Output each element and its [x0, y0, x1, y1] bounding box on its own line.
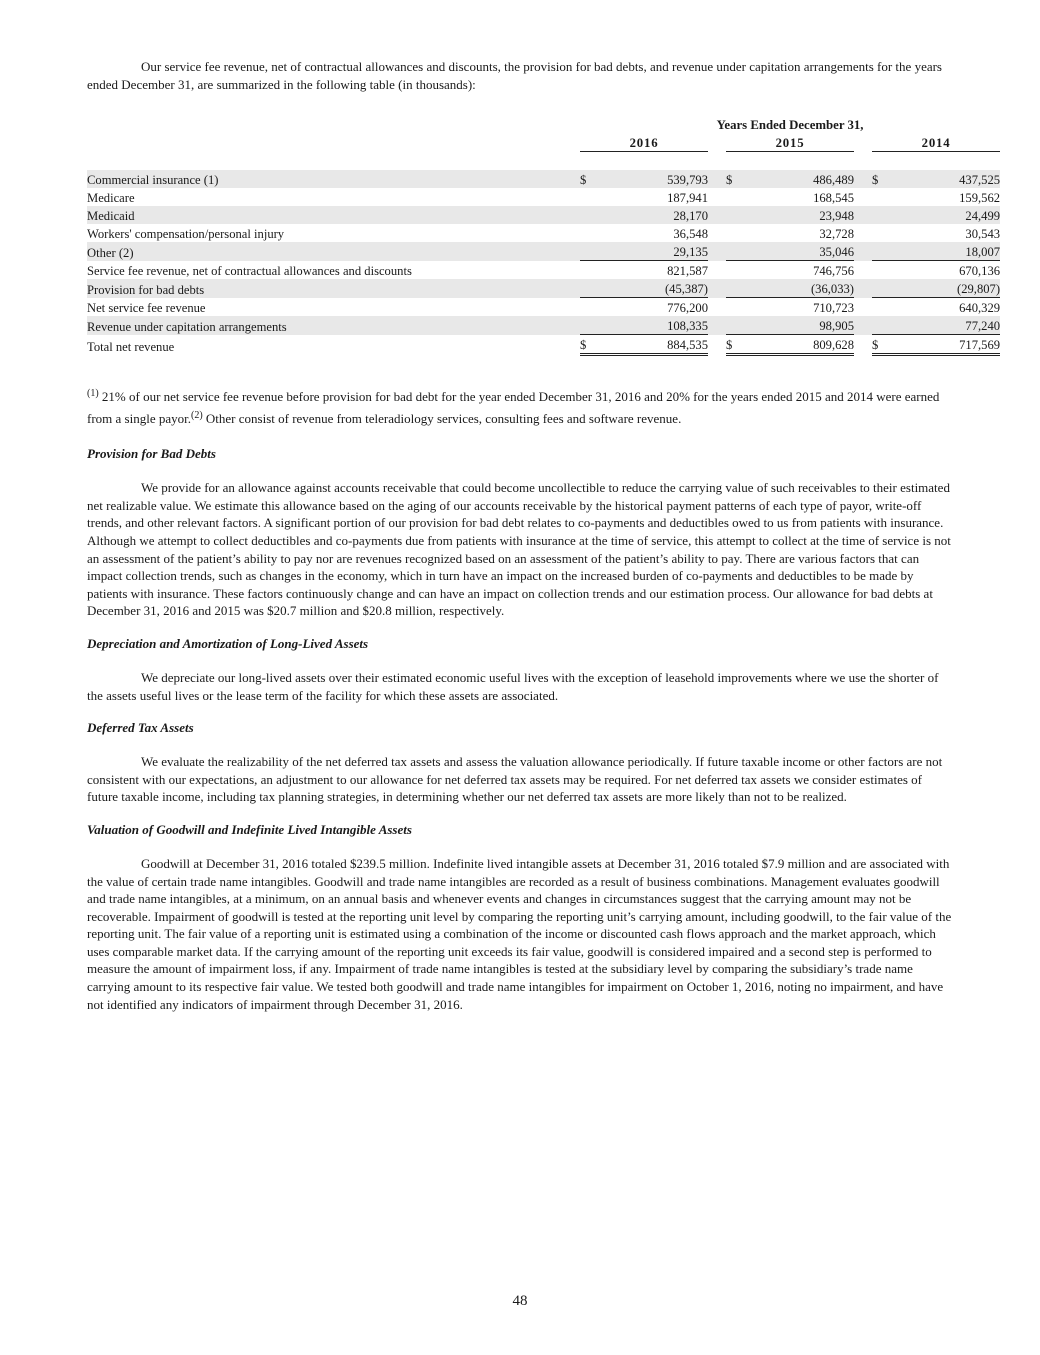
paragraph-deferred-tax: We evaluate the realizability of the net deferred tax assets and assess the valuation allowance periodically. If future taxable income or other factors are not consistent with our expectations, an adjustment to our allowance for net deferred tax assets may be required. For net deferred tax assets we consider estimates of future taxable income, including tax planning strategies, in determining whether our net deferred tax assets are more likely than not to be realized.	[87, 754, 943, 805]
table-row	[87, 279, 1000, 298]
currency-symbol	[726, 298, 738, 317]
value-cell-2014: 159,562	[959, 191, 1001, 206]
currency-symbol	[726, 261, 738, 280]
heading-depreciation: Depreciation and Amortization of Long-Lived Assets	[87, 635, 369, 651]
paragraph-depreciation: We depreciate our long-lived assets over their estimated economic useful lives with the exception of leasehold improvements where we use the shorter of the assets useful lives or the lease term of the facility for which these assets are associated.	[87, 669, 939, 703]
footnote-2-text: Other consist of revenue from teleradiology services, consulting fees and software revenue.	[202, 411, 682, 427]
year-header-2015: 2015	[726, 133, 854, 152]
value-cell-2014: 437,525	[884, 170, 1000, 188]
value-cell-2014: 670,136	[959, 264, 1001, 279]
row-label: Commercial insurance (1)	[87, 170, 580, 188]
column-gap	[708, 206, 726, 224]
value-cell-2014: 717,569	[884, 335, 1000, 355]
table-row	[87, 316, 1000, 335]
value-cell-2015: 23,948	[738, 206, 854, 224]
value-cell-2015: 168,545	[813, 191, 854, 206]
paragraph-provision-bad-debts: We provide for an allowance against accounts receivable that could become uncollectible to reduce the carrying value of such receivables to their estimated net realizable value. We estimate this allowance based on the aging of our accounts receivable by the historical payment patterns of each type of payor, write-off trends, and other relevant factors. A significant portion of our provision for bad debt relates to co-payments and deductibles owed to us from patients with insurance. Although we attempt to collect deductibles and co-payments due from patients with insurance at the time of service, this attempt to collect at the time of service is not an assessment of the patient’s ability to pay nor are revenues recognized based on an assessment of the patient’s ability to pay. There are various factors that can impact collection trends, such as changes in the economy, which in turn have an impact on the increased burden of co-payments and deductibles to be made by patients with insurance. These factors continuously change and can have an impact on collection trends and our estimation process. Our allowance for bad debts at December 31, 2016 and 2015 was $20.7 million and $20.8 million, respectively.	[87, 480, 951, 619]
column-gap	[708, 335, 726, 355]
value-cell-2016: 539,793	[592, 170, 708, 188]
column-gap	[854, 224, 872, 242]
value-cell-2014: (29,807)	[884, 279, 1000, 298]
year-header-2014: 2014	[872, 133, 1000, 152]
currency-symbol	[872, 188, 884, 206]
paragraph-goodwill: Goodwill at December 31, 2016 totaled $239.5 million. Indefinite lived intangible assets at December 31, 2016 totaled $7.9 million and are associated with the value of certain trade name intangibles. Goodwill and trade name intangibles are recorded as a result of business combinations. Management evaluates goodwill and trade name intangibles, at a minimum, on an annual basis and whenever events and changes in circumstances suggest that the carrying amount may not be recoverable. Impairment of goodwill is tested at the reporting unit level by comparing the reporting unit’s carrying amount, including goodwill, to the fair value of the reporting unit. The fair value of a reporting unit is estimated using a combination of the income or discounted cash flows approach and the market approach, which uses comparable market data. If the carrying amount of the reporting unit exceeds its fair value, goodwill is considered impaired and a second step is performed to measure the amount of impairment loss, if any. Impairment of trade name intangibles is tested at the subsidiary level by comparing the subsidiary’s trade name carrying amount to its respective fair value. We tested both goodwill and trade name intangibles for impairment on October 1, 2016, noting no impairment, and have not identified any indicators of impairment through December 31, 2016.	[87, 855, 952, 1012]
row-label: Service fee revenue, net of contractual allowances and discounts	[87, 264, 412, 279]
value-cell-2015: 35,046	[738, 242, 854, 261]
column-gap	[854, 242, 872, 261]
currency-symbol	[726, 242, 738, 261]
value-cell-2016: 187,941	[667, 191, 708, 206]
value-cell-2015: (36,033)	[738, 279, 854, 298]
revenue-table	[87, 115, 1000, 356]
column-gap	[708, 261, 726, 280]
currency-symbol	[872, 206, 884, 224]
column-gap	[854, 261, 872, 280]
value-cell-2016: 884,535	[592, 335, 708, 355]
value-cell-2015: 32,728	[819, 227, 854, 242]
value-cell-2014: 24,499	[884, 206, 1000, 224]
currency-symbol	[580, 242, 592, 261]
footnote-1-text: 21% of our net service fee revenue before provision for bad debt for the year ended December 31, 2016 and 20% for the years ended 2015 and 2014 were earned from a single payor.	[87, 389, 940, 427]
column-gap	[854, 316, 872, 335]
row-label: Workers' compensation/personal injury	[87, 227, 285, 242]
value-cell-2015: 809,628	[738, 335, 854, 355]
currency-symbol	[726, 316, 738, 335]
table-row	[87, 188, 1000, 206]
value-cell-2016: (45,387)	[592, 279, 708, 298]
currency-symbol	[580, 316, 592, 335]
footnote-mark-1: (1)	[87, 388, 99, 400]
value-cell-2016: 36,548	[673, 227, 708, 242]
value-cell-2014: 30,543	[965, 227, 1001, 242]
value-cell-2015: 710,723	[813, 301, 854, 316]
value-cell-2016: 108,335	[592, 316, 708, 335]
column-gap	[708, 316, 726, 335]
currency-symbol	[580, 188, 592, 206]
row-label: Medicare	[87, 191, 135, 206]
currency-symbol	[872, 298, 884, 317]
row-label: Other (2)	[87, 242, 580, 261]
value-cell-2015: 98,905	[738, 316, 854, 335]
footnote-mark-2: (2)	[190, 410, 203, 422]
value-cell-2015: 486,489	[738, 170, 854, 188]
currency-symbol	[580, 224, 592, 242]
currency-symbol: $	[580, 170, 592, 188]
intro-paragraph: Our service fee revenue, net of contractual allowances and discounts, the provision for bad debts, and revenue under capitation arrangements for the years ended December 31, are summarized in the following table (in thousands):	[87, 59, 942, 92]
table-row	[87, 206, 1000, 224]
years-header: Years Ended December 31,	[716, 118, 864, 133]
footnotes	[87, 386, 953, 430]
currency-symbol	[726, 188, 738, 206]
table-body	[87, 170, 1000, 355]
page-number: 48	[512, 1293, 528, 1309]
currency-symbol: $	[726, 335, 738, 355]
column-gap	[708, 224, 726, 242]
column-gap	[854, 298, 872, 317]
currency-symbol	[580, 206, 592, 224]
row-label: Total net revenue	[87, 339, 175, 354]
currency-symbol: $	[872, 335, 884, 355]
column-gap	[854, 335, 872, 355]
column-gap	[854, 188, 872, 206]
currency-symbol	[726, 224, 738, 242]
value-cell-2014: 77,240	[884, 316, 1000, 335]
document-page	[87, 58, 1001, 1013]
table-row	[87, 224, 1000, 242]
table-row	[87, 298, 1000, 317]
value-cell-2016: 776,200	[667, 301, 708, 316]
value-cell-2016: 29,135	[592, 242, 708, 261]
table-row	[87, 170, 1000, 188]
table-row	[87, 242, 1000, 261]
currency-symbol: $	[872, 170, 884, 188]
currency-symbol: $	[726, 170, 738, 188]
row-label: Medicaid	[87, 206, 580, 224]
heading-deferred-tax: Deferred Tax Assets	[87, 720, 194, 736]
row-label: Provision for bad debts	[87, 279, 580, 298]
column-gap	[708, 298, 726, 317]
currency-symbol	[872, 316, 884, 335]
currency-symbol	[872, 261, 884, 280]
year-header-2016: 2016	[580, 133, 708, 152]
currency-symbol	[872, 242, 884, 261]
table-row	[87, 335, 1000, 355]
currency-symbol	[726, 279, 738, 298]
value-cell-2014: 18,007	[884, 242, 1000, 261]
heading-goodwill: Valuation of Goodwill and Indefinite Lived Intangible Assets	[87, 821, 412, 837]
column-gap	[708, 279, 726, 298]
column-gap	[854, 279, 872, 298]
value-cell-2016: 28,170	[592, 206, 708, 224]
heading-provision-bad-debts: Provision for Bad Debts	[87, 446, 216, 462]
currency-symbol	[872, 279, 884, 298]
column-gap	[708, 188, 726, 206]
value-cell-2016: 821,587	[667, 264, 708, 279]
column-gap	[708, 170, 726, 188]
currency-symbol	[726, 206, 738, 224]
currency-symbol	[580, 261, 592, 280]
value-cell-2015: 746,756	[813, 264, 854, 279]
table-row	[87, 261, 1000, 280]
currency-symbol	[580, 279, 592, 298]
column-gap	[708, 242, 726, 261]
row-label: Revenue under capitation arrangements	[87, 316, 580, 335]
value-cell-2014: 640,329	[959, 301, 1001, 316]
currency-symbol	[872, 224, 884, 242]
currency-symbol: $	[580, 335, 592, 355]
column-gap	[854, 206, 872, 224]
column-gap	[854, 170, 872, 188]
row-label: Net service fee revenue	[87, 301, 206, 316]
currency-symbol	[580, 298, 592, 317]
